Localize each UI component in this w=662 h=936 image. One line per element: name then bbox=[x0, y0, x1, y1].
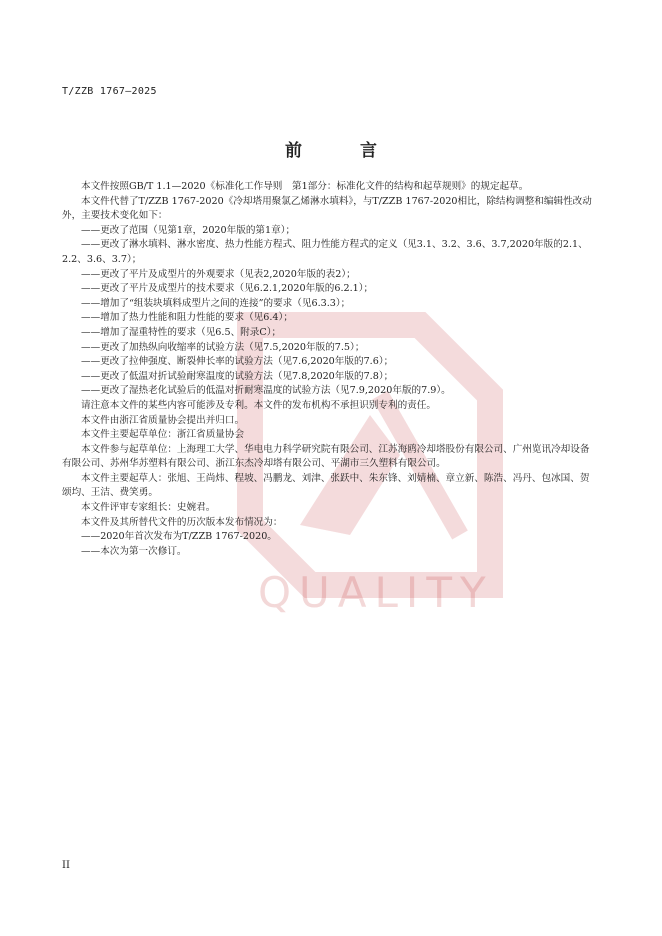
change-item: ——更改了平片及成型片的外观要求（见表2,2020年版的表2）； bbox=[81, 268, 356, 280]
change-item: ——增加了热力性能和阻力性能的要求（见6.4）； bbox=[81, 312, 293, 324]
page-title: 前 言 bbox=[285, 141, 403, 161]
paragraph: 本文件评审专家组长：史婉君。 bbox=[81, 502, 216, 514]
paragraph: 本文件及其所替代文件的历次版本发布情况为： bbox=[81, 516, 283, 528]
change-item: ——更改了拉伸强度、断裂伸长率的试验方法（见7.6,2020年版的7.6）； bbox=[81, 356, 394, 368]
change-item: ——更改了加热纵向收缩率的试验方法（见7.5,2020年版的7.5）； bbox=[81, 341, 365, 353]
paragraph: 本文件参与起草单位：上海理工大学、华电电力科学研究院有限公司、江苏海鸥冷却塔股份有限公司、广州览讯冷却设备有限公司、苏州华苏塑料有限公司、浙江东杰冷却塔有限公司、平湖市三久塑料有限公司。 bbox=[62, 443, 590, 470]
change-item: ——增加了湿重特性的要求（见6.5、附录C）； bbox=[81, 326, 282, 338]
foreword-body bbox=[62, 180, 594, 559]
document-id: T/ZZB 1767—2025 bbox=[62, 86, 157, 97]
paragraph: 本文件代替了T/ZZB 1767-2020《冷却塔用聚氯乙烯淋水填料》，与T/ZZB 1767-2020相比，除结构调整和编辑性改动外，主要技术变化如下： bbox=[62, 195, 592, 222]
change-item: ——更改了范围（见第1章，2020年版的第1章）； bbox=[81, 224, 296, 236]
change-item: ——更改了淋水填料、淋水密度、热力性能方程式、阻力性能方程式的定义（见3.1、3.2、3.6、3.7,2020年版的2.1、2.2、3.6、3.7）； bbox=[62, 239, 588, 265]
paragraph: 本文件按照GB/T 1.1—2020《标准化工作导则 第1部分：标准化文件的结构和起草规则》的规定起草。 bbox=[81, 181, 529, 192]
change-item: ——更改了低温对折试验耐寒温度的试验方法（见7.8,2020年版的7.8）； bbox=[81, 370, 394, 382]
paragraph: 本文件主要起草人：张旭、王尚炜、程坡、冯鹏龙、刘津、张跃中、朱东锋、刘婧楠、章立新、陈浩、冯丹、包冰国、贺颂均、王洁、费笑勇。 bbox=[62, 472, 590, 499]
change-item: ——增加了“组装块填料成型片之间的连接”的要求（见6.3.3）； bbox=[81, 297, 351, 309]
paragraph: 本文件由浙江省质量协会提出并归口。 bbox=[81, 414, 245, 426]
watermark-text: QUALITY bbox=[258, 568, 494, 617]
change-item: ——更改了湿热老化试验后的低温对折耐寒温度的试验方法（见7.9,2020年版的7.9）。 bbox=[81, 385, 451, 397]
change-item: ——更改了平片及成型片的技术要求（见6.2.1,2020年版的6.2.1）； bbox=[81, 283, 374, 295]
paragraph: 请注意本文件的某些内容可能涉及专利。本文件的发布机构不承担识别专利的责任。 bbox=[81, 399, 436, 411]
history-item: ——本次为第一次修订。 bbox=[81, 545, 187, 557]
paragraph: 本文件主要起草单位：浙江省质量协会 bbox=[81, 429, 245, 441]
history-item: ——2020年首次发布为T/ZZB 1767-2020。 bbox=[81, 531, 277, 543]
page-number: II bbox=[62, 860, 70, 871]
